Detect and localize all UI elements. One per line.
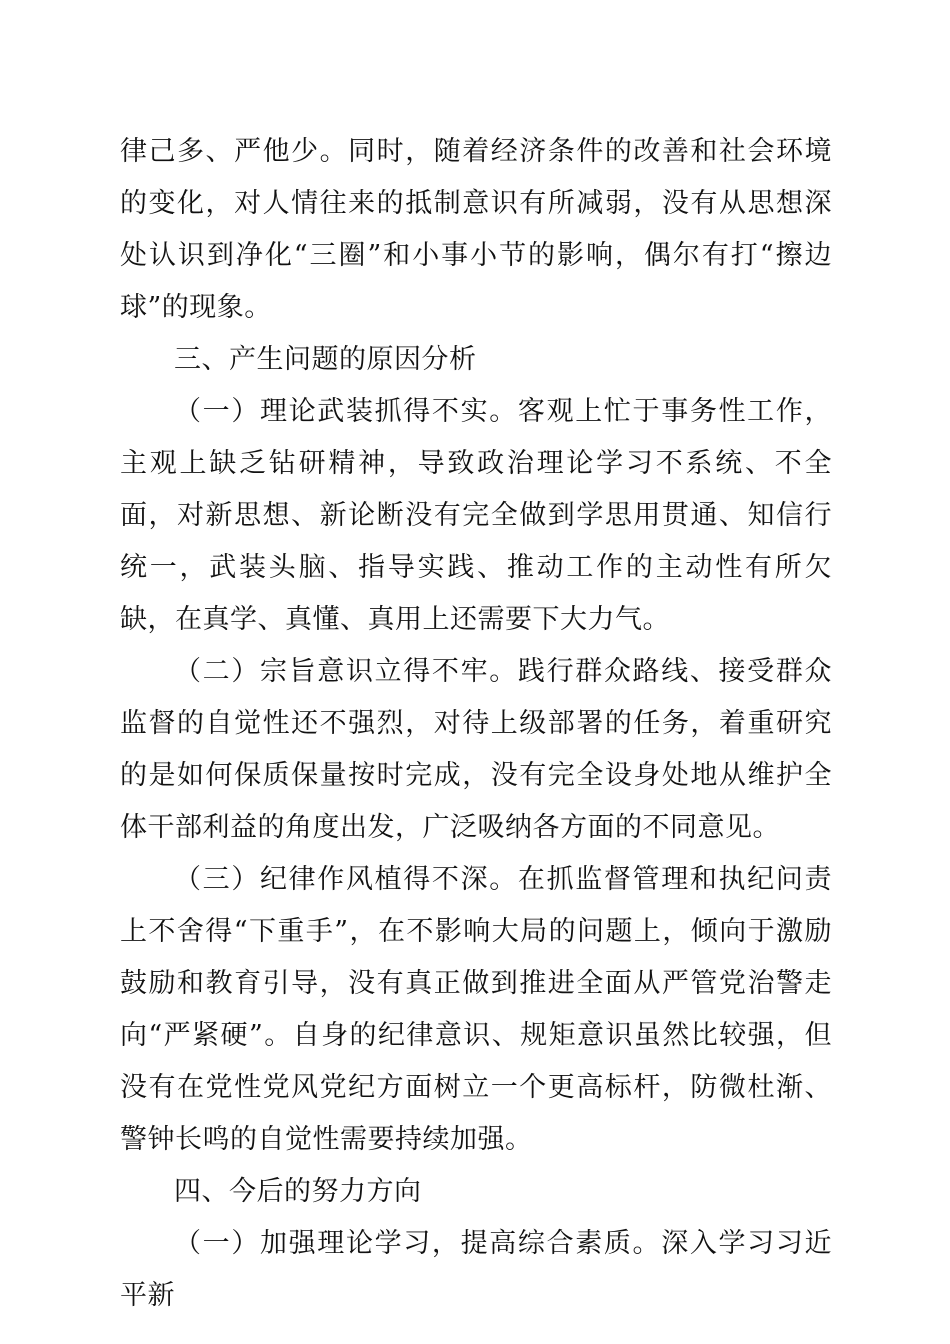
paragraph-3-3: （三）纪律作风植得不深。在抓监督管理和执纪问责上不舍得“下重手”，在不影响大局的问题上，倾向于激励鼓励和教育引导，没有真正做到推进全面从严管党治警走向“严紧硬”。自身的纪律意识、规矩意识虽然比较强，但没有在党性党风党纪方面树立一个更高标杆，防微杜渐、警钟长鸣的自觉性需要持续加强。 bbox=[120, 864, 832, 1155]
paragraph-continuation: 律己多、严他少。同时，随着经济条件的改善和社会环境的变化，对人情往来的抵制意识有所减弱，没有从思想深处认识到净化“三圈”和小事小节的影响，偶尔有打“擦边球”的现象。 bbox=[120, 136, 832, 323]
section-heading-3: 三、产生问题的原因分析 bbox=[174, 344, 477, 375]
section-heading-4: 四、今后的努力方向 bbox=[174, 1176, 422, 1207]
paragraph-3-1: （一）理论武装抓得不实。客观上忙于事务性工作，主观上缺乏钻研精神，导致政治理论学习不系统、不全面，对新思想、新论断没有完全做到学思用贯通、知信行统一，武装头脑、指导实践、推动工作的主动性有所欠缺，在真学、真懂、真用上还需要下大力气。 bbox=[120, 396, 832, 635]
paragraph-4-1: （一）加强理论学习，提高综合素质。深入学习习近平新 bbox=[120, 1228, 832, 1311]
document-body bbox=[120, 126, 832, 1322]
paragraph-3-2: （二）宗旨意识立得不牢。践行群众路线、接受群众监督的自觉性还不强烈，对待上级部署的任务，着重研究的是如何保质保量按时完成，没有完全设身处地从维护全体干部利益的角度出发，广泛吸纳各方面的不同意见。 bbox=[120, 656, 832, 843]
